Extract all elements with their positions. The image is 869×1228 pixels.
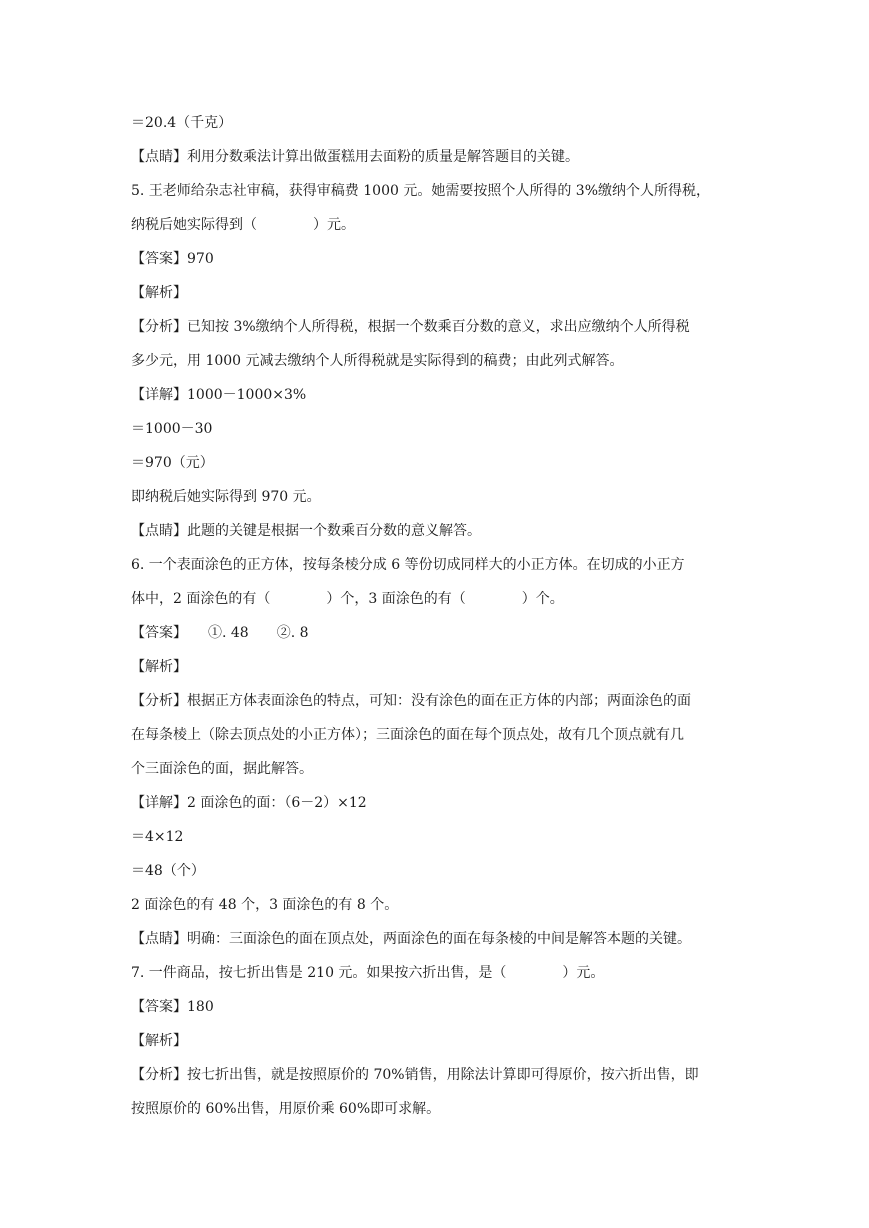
answer-line: 【答案】 ①. 48 ②. 8 [131, 625, 309, 641]
detail-text: ＝970（元） [131, 455, 214, 471]
detail-text: 即纳税后她实际得到 970 元。 [131, 489, 321, 505]
question-text: 纳税后她实际得到（ ）元。 [131, 217, 355, 233]
question-text: 7. 一件商品，按七折出售是 210 元。如果按六折出售，是（ ）元。 [131, 965, 605, 981]
section-label: 【解析】 [131, 1033, 187, 1049]
analysis-text: 在每条棱上（除去顶点处的小正方体）；三面涂色的面在每个顶点处，故有几个顶点就有几 [131, 727, 684, 743]
detail-text: 【详解】2 面涂色的面：（6－2）×12 [131, 795, 367, 811]
section-label: 【解析】 [131, 285, 187, 301]
answer-line: 【答案】970 [131, 251, 214, 267]
analysis-text: 【分析】按七折出售，就是按照原价的 70%销售，用除法计算即可得原价，按六折出售，即 [131, 1067, 699, 1083]
text-line: ＝20.4（千克） [131, 115, 233, 131]
analysis-text: 按照原价的 60%出售，用原价乘 60%即可求解。 [131, 1101, 441, 1117]
detail-text: 【详解】1000－1000×3% [131, 387, 307, 403]
analysis-text: 【分析】已知按 3%缴纳个人所得税，根据一个数乘百分数的意义，求出应缴纳个人所得税 [131, 319, 690, 335]
answer-line: 【答案】180 [131, 999, 214, 1015]
comment-text: 【点睛】明确：三面涂色的面在顶点处，两面涂色的面在每条棱的中间是解答本题的关键。 [131, 931, 691, 947]
detail-text: ＝48（个） [131, 863, 205, 879]
section-label: 【解析】 [131, 659, 187, 675]
question-text: 6. 一个表面涂色的正方体，按每条棱分成 6 等份切成同样大的小正方体。在切成的小正方 [131, 557, 685, 573]
detail-text: ＝1000－30 [131, 421, 213, 437]
analysis-text: 个三面涂色的面，据此解答。 [131, 761, 313, 777]
analysis-text: 多少元，用 1000 元减去缴纳个人所得税就是实际得到的稿费；由此列式解答。 [131, 353, 624, 369]
question-text: 5. 王老师给杂志社审稿，获得审稿费 1000 元。她需要按照个人所得的 3%缴纳个人所得税， [131, 183, 710, 199]
comment-text: 【点睛】此题的关键是根据一个数乘百分数的意义解答。 [131, 523, 481, 539]
analysis-text: 【分析】根据正方体表面涂色的特点，可知：没有涂色的面在正方体的内部；两面涂色的面 [131, 693, 691, 709]
question-text: 体中，2 面涂色的有（ ）个，3 面涂色的有（ ）个。 [131, 591, 564, 607]
text-line: 【点睛】利用分数乘法计算出做蛋糕用去面粉的质量是解答题目的关键。 [131, 149, 579, 165]
detail-text: 2 面涂色的有 48 个，3 面涂色的有 8 个。 [131, 897, 399, 913]
detail-text: ＝4×12 [131, 829, 184, 845]
